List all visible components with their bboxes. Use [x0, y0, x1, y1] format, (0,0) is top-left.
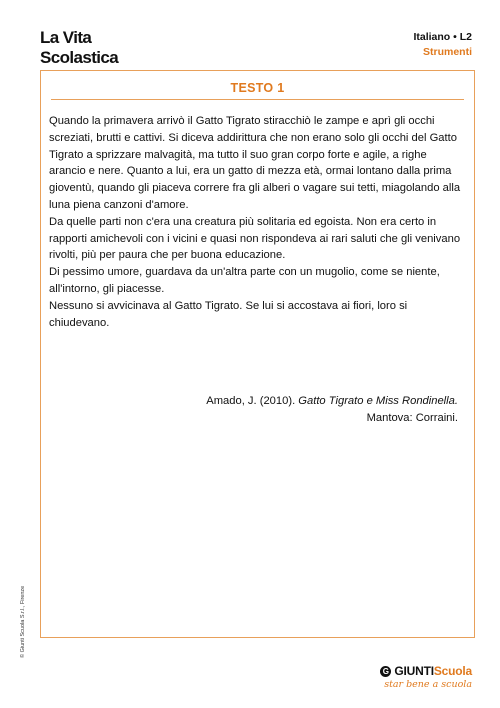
paragraph: Quando la primavera arrivò il Gatto Tigrato stiracchiò le zampe e aprì gli occhi screziati, brutti e cattivi. Si diceva addirittura che non erano solo gli occhi del Gatto Tigrato a sprizzare malvagità, ma tutto il suo gran corpo forte e agile, a righe arancio e nere. Quanto a lui, era un gatto di mezza età, ormai lontano dalla prima gioventù, quando gli piaceva correre fra gli alberi o vagare sui tetti, miagolando alla luna piena canzoni d'amore.	[49, 115, 461, 211]
header-info	[413, 30, 472, 60]
title-divider	[51, 99, 464, 100]
paragraph: Da quelle parti non c'era una creatura più solitaria ed egoista. Non era certo in rapporti amichevoli con i vicini e quasi non rispondeva ai rari saluti che gli venivano rivolti, più per paura che per buona educazione.	[49, 215, 461, 262]
citation-publisher: Mantova: Corraini.	[366, 411, 458, 424]
copyright-text: © Giunti Scuola S.r.l., Firenze	[20, 585, 26, 658]
citation	[206, 393, 458, 427]
logo-line-1: La Vita	[40, 28, 92, 47]
magazine-logo	[40, 28, 118, 68]
copyright-note	[20, 558, 30, 658]
citation-author: Amado, J. (2010).	[206, 395, 299, 407]
text-body	[49, 113, 464, 331]
section-label: Strumenti	[422, 46, 472, 58]
subject-label: Italiano • L2	[413, 31, 472, 43]
logo-line-2: Scolastica	[40, 48, 119, 67]
paragraph: Di pessimo umore, guardava da un'altra parte con un mugolio, come se niente, all'intorno, gli piacesse.	[49, 266, 440, 295]
citation-book-title: Gatto Tigrato e Miss Rondinella.	[298, 395, 458, 407]
text-frame	[40, 70, 475, 638]
brand-name-a: GIUNTI	[394, 664, 434, 678]
paragraph: Nessuno si avvicinava al Gatto Tigrato. Se lui si accostava ai fiori, loro si chiudevano.	[49, 299, 408, 329]
giunti-logo-icon: G	[380, 666, 391, 677]
brand-name-b: Scuola	[433, 664, 472, 678]
publisher-brand	[380, 664, 472, 690]
citation-line-1	[206, 393, 458, 410]
text-title: TESTO 1	[230, 81, 285, 95]
brand-name	[394, 664, 472, 678]
brand-tagline: star bene a scuola	[384, 679, 472, 690]
